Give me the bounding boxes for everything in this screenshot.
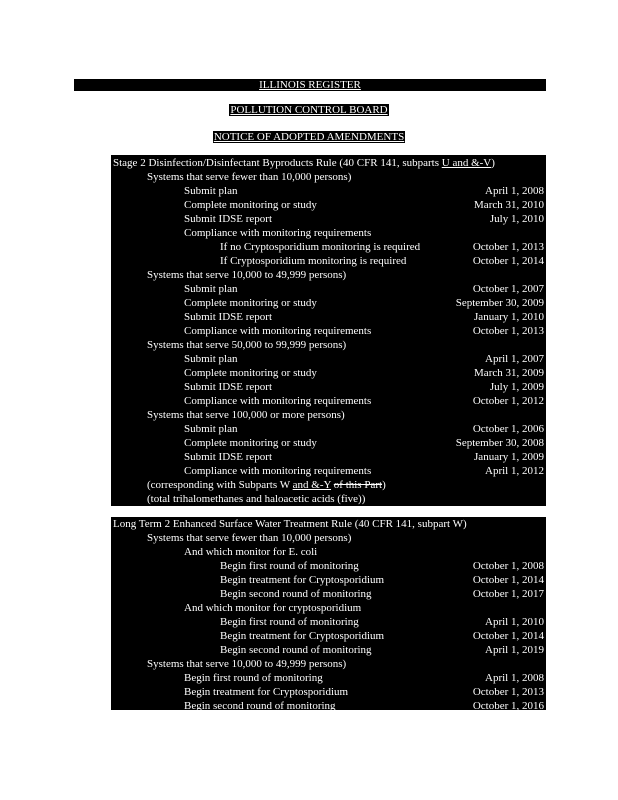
schedule-row: Submit IDSE report January 1, 2009 (184, 451, 544, 463)
schedule-row: Begin first round of monitoring April 1, 2008 (184, 672, 544, 684)
schedule-row: Begin first round of monitoring October 1, 2008 (220, 560, 544, 572)
schedule-row: Compliance with monitoring requirements October 1, 2013 (184, 325, 544, 337)
schedule-row: Submit plan October 1, 2007 (184, 283, 544, 295)
schedule-row: Complete monitoring or study September 30, 2008 (184, 437, 544, 449)
schedule-row: If no Cryptosporidium monitoring is required October 1, 2013 (220, 241, 544, 253)
stage2-title (111, 156, 546, 170)
schedule-row: Submit IDSE report July 1, 2009 (184, 381, 544, 393)
schedule-row: Begin first round of monitoring April 1, 2010 (220, 616, 544, 628)
lt2-crypto-heading: And which monitor for cryptosporidium (184, 602, 362, 614)
lt2-group1-heading: Systems that serve fewer than 10,000 persons) (147, 532, 352, 544)
schedule-row: Compliance with monitoring requirements April 1, 2012 (184, 465, 544, 477)
schedule-row: Complete monitoring or study September 30, 2009 (184, 297, 544, 309)
register-header: ILLINOIS REGISTER (74, 79, 546, 91)
schedule-row: Submit IDSE report July 1, 2010 (184, 213, 544, 225)
lt2-schedule-block (111, 517, 546, 710)
schedule-row: Compliance with monitoring requirements October 1, 2012 (184, 395, 544, 407)
stage2-footnote-subparts: (corresponding with Subparts W and &-Y of this Part) (147, 479, 386, 491)
notice-header-text: NOTICE OF ADOPTED AMENDMENTS (213, 131, 405, 143)
schedule-row: Begin second round of monitoring October 1, 2016 (184, 700, 544, 712)
schedule-row: Compliance with monitoring requirements (184, 227, 372, 239)
stage2-group1-heading: Systems that serve fewer than 10,000 persons) (147, 171, 352, 183)
schedule-row: Begin treatment for Cryptosporidium October 1, 2013 (184, 686, 544, 698)
schedule-row: Begin second round of monitoring April 1, 2019 (220, 644, 544, 656)
stage2-group4-heading: Systems that serve 100,000 or more persons) (147, 409, 345, 421)
lt2-ecoli-heading: And which monitor for E. coli (184, 546, 318, 558)
board-header (0, 104, 618, 117)
notice-header (0, 131, 618, 144)
schedule-row: Submit plan October 1, 2006 (184, 423, 544, 435)
schedule-row: If Cryptosporidium monitoring is required October 1, 2014 (220, 255, 544, 267)
stage2-group3-heading: Systems that serve 50,000 to 99,999 persons) (147, 339, 347, 351)
schedule-row: Submit plan April 1, 2008 (184, 185, 544, 197)
schedule-row: Complete monitoring or study March 31, 2010 (184, 199, 544, 211)
stage2-title-text: Stage 2 Disinfection/Disinfectant Byproducts Rule (40 CFR 141, subparts U and &-V) (113, 157, 495, 169)
schedule-row: Submit IDSE report January 1, 2010 (184, 311, 544, 323)
schedule-row: Begin treatment for Cryptosporidium October 1, 2014 (220, 574, 544, 586)
schedule-row: Complete monitoring or study March 31, 2009 (184, 367, 544, 379)
stage2-footnote-thm: (total trihalomethanes and haloacetic acids (five)) (147, 493, 366, 505)
lt2-group2-heading: Systems that serve 10,000 to 49,999 persons) (147, 658, 347, 670)
schedule-row: Begin treatment for Cryptosporidium October 1, 2014 (220, 630, 544, 642)
board-header-text: POLLUTION CONTROL BOARD (230, 104, 388, 116)
stage2-schedule-block (111, 155, 546, 506)
stage2-group2-heading: Systems that serve 10,000 to 49,999 persons) (147, 269, 347, 281)
schedule-row: Submit plan April 1, 2007 (184, 353, 544, 365)
schedule-row: Begin second round of monitoring October 1, 2017 (220, 588, 544, 600)
lt2-title: Long Term 2 Enhanced Surface Water Treatment Rule (40 CFR 141, subpart W) (113, 518, 467, 530)
